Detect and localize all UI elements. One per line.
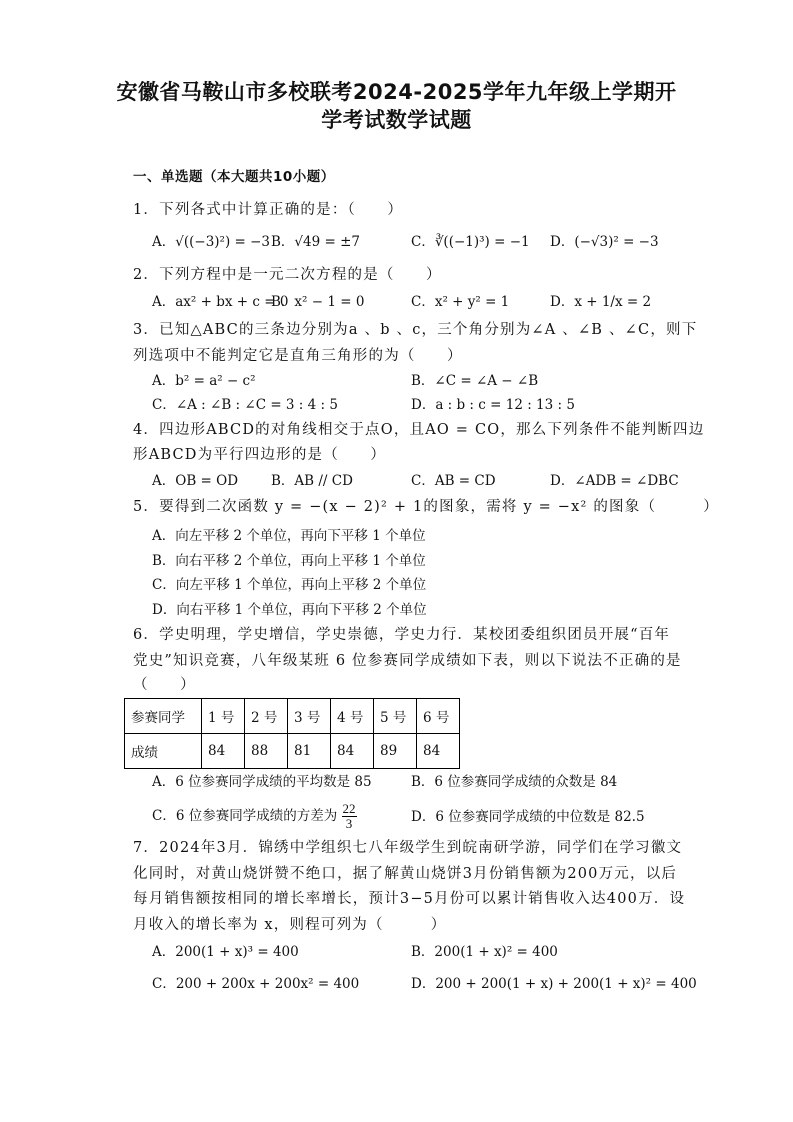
q7-stem-2: 化同时，对黄山烧饼赞不绝口，据了解黄山烧饼3月份销售额为200万元，以后	[133, 866, 678, 882]
q6-option-d: D．6 位参赛同学成绩的中位数是 82.5	[411, 809, 645, 825]
table-header-row	[125, 699, 460, 734]
q5-option-b: B．向右平移 2 个单位，再向上平移 1 个单位	[152, 553, 426, 569]
q1-stem: 1．下列各式中计算正确的是：（ ）	[133, 202, 404, 218]
q6-stem-1: 6．学史明理，学史增信，学史崇德，学史力行．某校团委组织团员开展“百年	[133, 627, 671, 643]
q7-option-d: D．200 + 200(1 + x) + 200(1 + x)² = 400	[411, 976, 697, 992]
q2-option-b: B．x² − 1 = 0	[271, 294, 365, 310]
q4-option-b: B．AB // CD	[271, 473, 353, 489]
q6-option-c-wrap	[152, 802, 357, 831]
q1-option-d: D．(−√3)² = −3	[550, 234, 659, 250]
q1-option-a: A．√((−3)²) = −3	[152, 234, 271, 250]
q4-stem-2: 形ABCD为平行四边形的是（ ）	[133, 447, 387, 463]
q3-option-b: B．∠C = ∠A − ∠B	[411, 373, 539, 389]
table-cell: 6 号	[417, 699, 460, 734]
title-line-2: 学考试数学试题	[321, 108, 472, 132]
q7-option-b: B．200(1 + x)² = 400	[411, 944, 558, 960]
q6-stem-2: 党史”知识竞赛，八年级某班 6 位参赛同学成绩如下表，则以下说法不正确的是	[133, 653, 682, 669]
q1-option-c: C．∛((−1)³) = −1	[411, 234, 530, 250]
fraction-denominator: 3	[345, 816, 353, 831]
q5-option-d: D．向右平移 1 个单位，再向下平移 2 个单位	[152, 602, 427, 618]
section-heading: 一、单选题（本大题共10小题）	[133, 169, 335, 185]
table-cell: 4 号	[331, 699, 374, 734]
q3-option-a: A．b² = a² − c²	[152, 373, 256, 389]
q6-option-b: B．6 位参赛同学成绩的众数是 84	[411, 774, 618, 790]
table-cell: 88	[245, 734, 288, 769]
q3-stem-1: 3．已知△ABC的三条边分别为a 、b 、c，三个角分别为∠A 、∠B 、∠C，则下	[133, 322, 698, 338]
table-cell: 1 号	[202, 699, 245, 734]
table-cell: 89	[374, 734, 417, 769]
q3-stem-2: 列选项中不能判定它是直角三角形的为（ ）	[133, 348, 463, 364]
table-row	[125, 734, 460, 769]
fraction-numerator: 22	[342, 801, 356, 816]
q7-stem-3: 每月销售额按相同的增长率增长，预计3−5月份可以累计销售收入达400万．设	[133, 891, 686, 907]
q5-option-a: A．向左平移 2 个单位，再向下平移 1 个单位	[152, 528, 426, 544]
q6-option-c: C．6 位参赛同学成绩的方差为	[152, 808, 338, 824]
title-line-1: 安徽省马鞍山市多校联考2024-2025学年九年级上学期开	[116, 80, 677, 104]
q5-option-c: C．向左平移 1 个单位，再向上平移 2 个单位	[152, 577, 427, 593]
q7-option-a: A．200(1 + x)³ = 400	[152, 944, 299, 960]
table-cell: 2 号	[245, 699, 288, 734]
table-cell: 5 号	[374, 699, 417, 734]
q4-stem-1: 4．四边形ABCD的对角线相交于点O，且AO = CO，那么下列条件不能判断四边	[133, 422, 705, 438]
q7-stem-4: 月收入的增长率为 x，则程可列为（ ）	[133, 917, 447, 933]
q4-option-d: D．∠ADB = ∠DBC	[550, 473, 679, 489]
table-cell: 84	[417, 734, 460, 769]
score-table	[124, 698, 460, 769]
q7-stem-1: 7．2024年3月．锦绣中学组织七八年级学生到皖南研学游，同学们在学习徽文	[133, 840, 683, 856]
fraction	[342, 802, 357, 831]
q4-option-a: A．OB = OD	[152, 473, 239, 489]
q2-option-a: A．ax² + bx + c = 0	[152, 294, 289, 310]
table-cell: 成绩	[125, 734, 202, 769]
q6-stem-3: （ ）	[133, 677, 196, 693]
table-cell: 84	[202, 734, 245, 769]
q2-option-d: D．x + 1/x = 2	[550, 294, 652, 310]
table-cell: 84	[331, 734, 374, 769]
q6-option-a: A．6 位参赛同学成绩的平均数是 85	[152, 774, 372, 790]
table-cell: 81	[288, 734, 331, 769]
q7-option-c: C．200 + 200x + 200x² = 400	[152, 976, 360, 992]
q5-stem: 5．要得到二次函数 y = −(x − 2)² + 1的图象，需将 y = −x² 的图象（ ）	[133, 499, 719, 515]
q2-option-c: C．x² + y² = 1	[411, 294, 510, 310]
table-cell: 参赛同学	[125, 699, 202, 734]
q3-option-c: C．∠A : ∠B : ∠C = 3 : 4 : 5	[152, 397, 338, 413]
table-cell: 3 号	[288, 699, 331, 734]
q2-stem: 2．下列方程中是一元二次方程的是（ ）	[133, 267, 442, 283]
q4-option-c: C．AB = CD	[411, 473, 496, 489]
q3-option-d: D．a : b : c = 12 : 13 : 5	[411, 397, 575, 413]
q1-option-b: B．√49 = ±7	[271, 234, 360, 250]
